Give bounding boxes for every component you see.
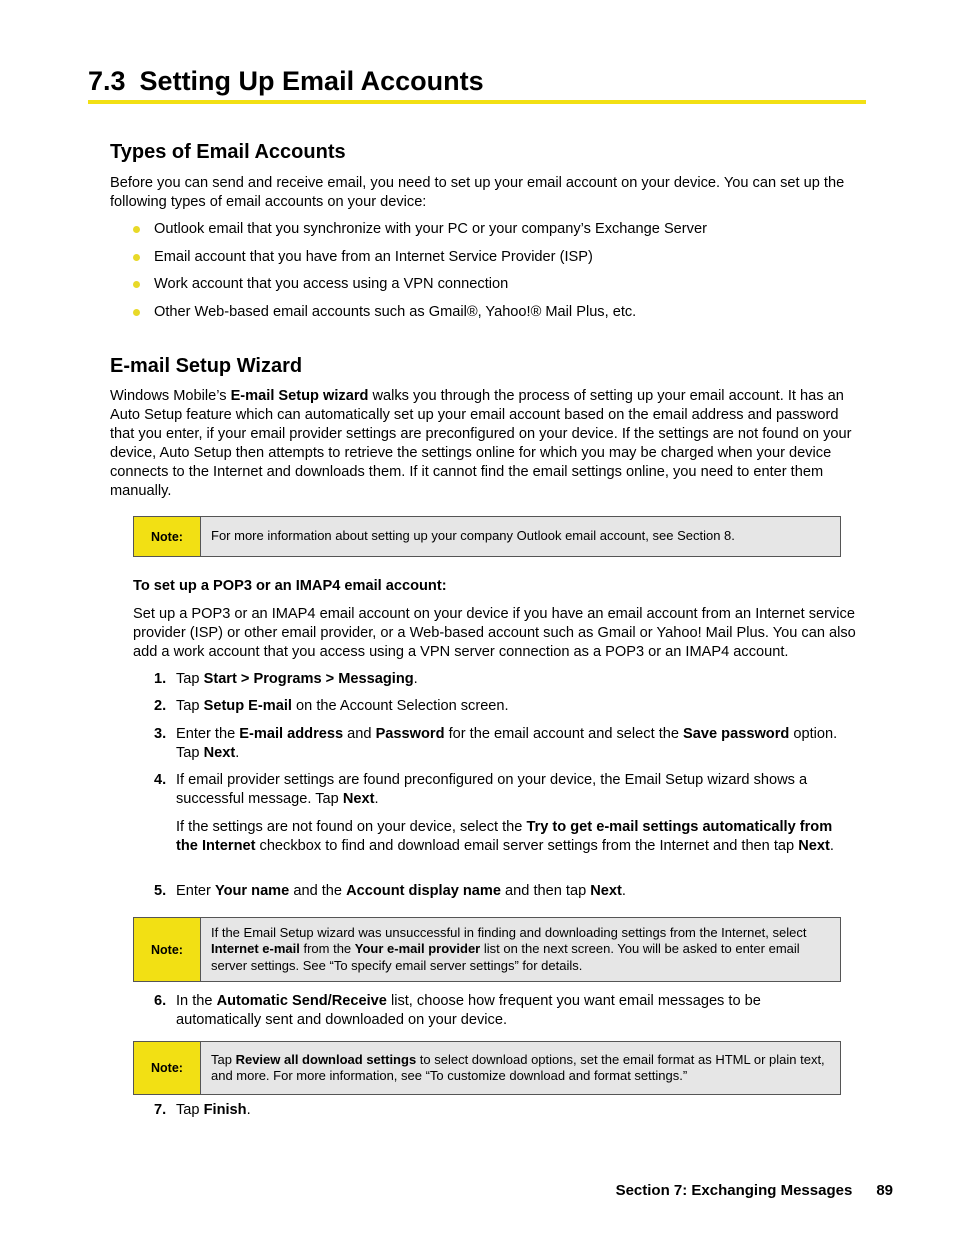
list-item: Work account that you access using a VPN connection (133, 275, 853, 303)
note-box (133, 516, 841, 557)
note-text: If the Email Setup wizard was unsuccessful in finding and downloading settings from the Internet, select Internet e-mail from the Your e-mail provider list on the next screen. You will be asked to enter email server settings. See “To specify email server settings” for details. (211, 924, 807, 973)
page-number: 89 (876, 1182, 893, 1199)
note-text: Tap Review all download settings to select download options, set the email format as HTML or plain text, and more. For more information, see “To customize download and format settings.” (211, 1051, 825, 1083)
note-label: Note: (134, 918, 201, 981)
note-label: Note: (134, 517, 201, 556)
chapter-title (88, 62, 866, 104)
list-item: Other Web-based email accounts such as Gmail®, Yahoo!® Mail Plus, etc. (133, 303, 853, 331)
step-4-continuation: If the settings are not found on your device, select the Try to get e-mail settings automatically from the Internet checkbox to find and download email server settings from the Internet and then tap Next. (176, 819, 834, 854)
types-intro: Before you can send and receive email, you need to set up your email account on your device. You can set up the following types of email accounts on your device: (110, 175, 845, 210)
bullet-icon (133, 254, 140, 261)
procedure-heading: To set up a POP3 or an IMAP4 email account: (133, 578, 447, 594)
types-heading: Types of Email Accounts (110, 141, 346, 163)
note-text: For more information about setting up your company Outlook email account, see Section 8. (211, 528, 735, 544)
note-box (133, 1041, 841, 1095)
bullet-icon (133, 309, 140, 316)
list-item: Outlook email that you synchronize with your PC or your company’s Exchange Server (133, 220, 853, 248)
account-types-list (133, 220, 853, 331)
wizard-paragraph: Windows Mobile’s E-mail Setup wizard walks you through the process of setting up your email account. It has an Auto Setup feature which can automatically set up your email account based on the email address and password that you enter, if your email provider settings are preconfigured on your device. If the settings are not found on your device, Auto Setup then attempts to retrieve the settings online for which you may be charged when your device connects to the Internet and downloads them. If it cannot find the email settings online, you need to enter them manually. (110, 388, 852, 499)
note-label: Note: (134, 1042, 201, 1094)
bullet-icon (133, 281, 140, 288)
note-box (133, 917, 841, 982)
chapter-title-text: Setting Up Email Accounts (139, 66, 484, 96)
page-footer (616, 1182, 893, 1199)
wizard-heading: E-mail Setup Wizard (110, 355, 303, 377)
list-item: Email account that you have from an Internet Service Provider (ISP) (133, 248, 853, 276)
procedure-intro: Set up a POP3 or an IMAP4 email account on your device if you have an email account from an Internet service provider (ISP) or other email provider, or a Web-based account such as Gmail or Yahoo! Mail Plus. You can also add a work account that you access using a VPN server connection as a POP3 or an IMAP4 account. (133, 606, 856, 660)
footer-section: Section 7: Exchanging Messages (615, 1182, 853, 1199)
chapter-number: 7.3 (88, 66, 126, 96)
bullet-icon (133, 226, 140, 233)
